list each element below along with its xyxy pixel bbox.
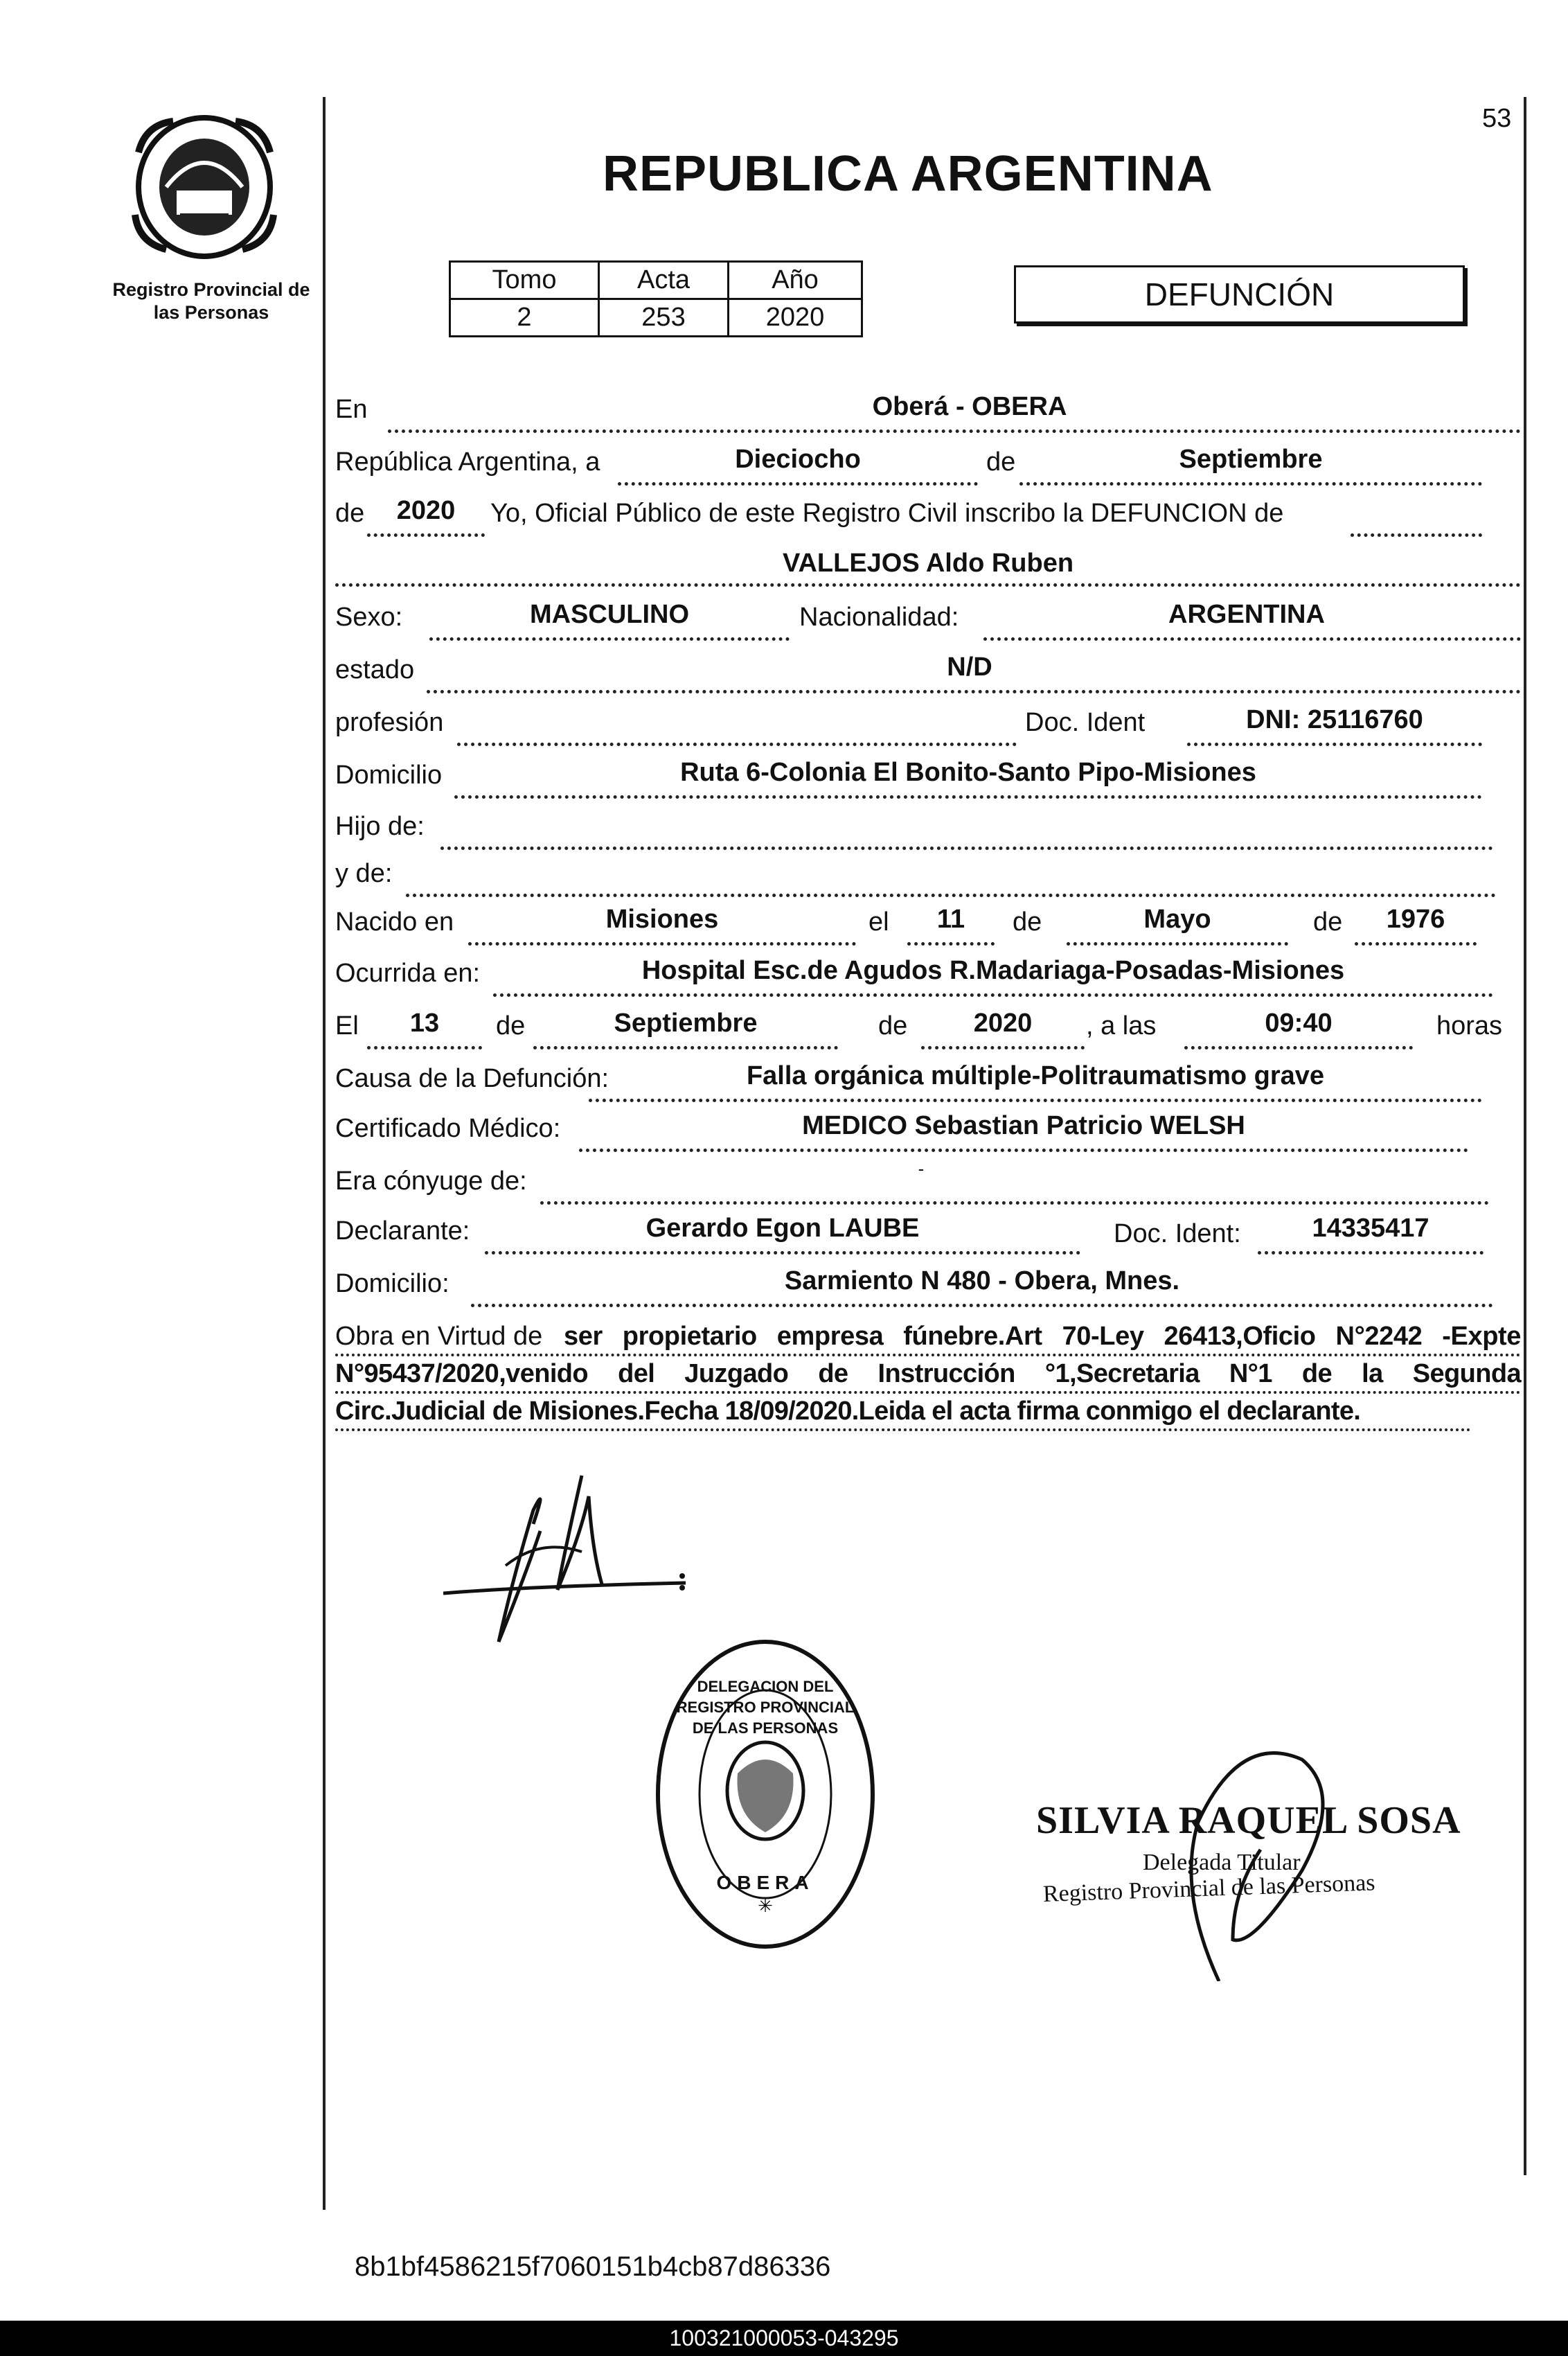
right-margin-rule [1524, 97, 1526, 2175]
sex-value: MASCULINO [529, 600, 690, 629]
label-estado: estado [335, 655, 415, 684]
label-horas: horas [1436, 1011, 1503, 1040]
page-number: 53 [1482, 104, 1512, 133]
dotted-line [468, 942, 856, 946]
seal-city: OBERA [716, 1872, 814, 1893]
reference-table [449, 260, 863, 337]
death-time-value: 09:40 [1265, 1009, 1333, 1038]
death-month-value: Septiembre [614, 1009, 758, 1038]
seal-ring-text: DELEGACION DEL REGISTRO PROVINCIAL DE LAS PERSONAS [676, 1678, 855, 1737]
deceased-name: VALLEJOS Aldo Ruben [782, 549, 1074, 578]
legal-basis-line-1: ser propietario empresa fúnebre.Art 70-Ley 26413,Oficio N°2242 -Expte [335, 1319, 1521, 1356]
label-conyuge: Era cónyuge de: [335, 1167, 527, 1196]
address-value: Ruta 6-Colonia El Bonito-Santo Pipo-Misiones [680, 758, 1256, 787]
label-de: de [986, 448, 1016, 477]
month-value: Septiembre [1179, 445, 1323, 474]
legal-basis-line-3: Circ.Judicial de Misiones.Fecha 18/09/2020.Leida el acta firma conmigo el declarante. [335, 1394, 1471, 1431]
svg-text:✳: ✳ [758, 1895, 773, 1916]
document-hash: 8b1bf4586215f7060151b4cb87d86336 [355, 2251, 831, 2282]
label-y-de: y de: [335, 859, 393, 888]
nationality-value: ARGENTINA [1168, 600, 1325, 629]
dotted-line [406, 894, 1496, 897]
dotted-line [440, 847, 1493, 850]
declarant-document-value: 14335417 [1312, 1214, 1429, 1243]
dotted-line [1351, 533, 1482, 537]
document-value: DNI: 25116760 [1246, 705, 1423, 734]
label-sexo: Sexo: [335, 603, 403, 632]
dotted-line [457, 743, 1017, 746]
dotted-line [618, 482, 978, 486]
label-yo: Yo, Oficial Público de este Registro Civil inscribo la DEFUNCION de [490, 499, 1284, 528]
label-republica: República Argentina, a [335, 448, 600, 477]
dotted-line [1187, 743, 1482, 746]
dotted-line [1355, 942, 1477, 946]
dotted-line [533, 1046, 838, 1049]
label-certificado: Certificado Médico: [335, 1114, 561, 1143]
birthplace-value: Misiones [605, 905, 719, 934]
label-nacido-en: Nacido en [335, 907, 454, 937]
day-words-value: Dieciocho [735, 445, 861, 474]
document-title: REPUBLICA ARGENTINA [603, 146, 1213, 202]
birth-year-value: 1976 [1386, 905, 1445, 934]
label-el-death: El [335, 1011, 359, 1040]
dotted-line [983, 637, 1521, 641]
place-value: Oberá - OBERA [872, 392, 1067, 421]
reference-value-tomo: 2 [450, 299, 599, 337]
dotted-line [367, 533, 485, 537]
province-coat-of-arms-icon [125, 111, 284, 263]
document-type-box [1014, 265, 1465, 324]
dotted-line [427, 690, 1521, 693]
medical-certificate-value: MEDICO Sebastian Patricio WELSH [802, 1111, 1245, 1140]
label-doc-ident-declarant: Doc. Ident: [1114, 1219, 1241, 1248]
dotted-line [367, 1046, 482, 1049]
dotted-line [471, 1304, 1493, 1307]
place-of-death-value: Hospital Esc.de Agudos R.Madariaga-Posadas-Misiones [641, 956, 1345, 985]
label-de-year: de [335, 499, 365, 528]
label-obra: Obra en Virtud de [335, 1322, 543, 1351]
dotted-line [540, 1201, 1489, 1205]
reference-header-tomo: Tomo [450, 262, 599, 299]
logo-caption-line-1: Registro Provincial de [112, 279, 310, 300]
label-en: En [335, 395, 368, 424]
footer-id: 100321000053-043295 [669, 2326, 899, 2350]
logo-caption-line-2: las Personas [153, 302, 269, 323]
reference-table-value-row [450, 299, 862, 337]
spouse-value: - [918, 1158, 925, 1179]
dotted-line [335, 583, 1521, 587]
label-declarante: Declarante: [335, 1216, 470, 1246]
legal-basis-line-2: N°95437/2020,venido del Juzgado de Instrucción °1,Secretaria N°1 de la Segunda [335, 1356, 1521, 1394]
label-nacionalidad: Nacionalidad: [799, 603, 959, 632]
cause-of-death-value: Falla orgánica múltiple-Politraumatismo grave [746, 1061, 1325, 1090]
dotted-line [921, 1046, 1085, 1049]
left-margin-rule [323, 97, 326, 2210]
label-domicilio-declarant: Domicilio: [335, 1269, 449, 1298]
declarant-value: Gerardo Egon LAUBE [645, 1214, 920, 1243]
dotted-line [388, 429, 1521, 433]
legal-basis-text [335, 1319, 1521, 1431]
dotted-line [485, 1251, 1080, 1255]
official-seal [651, 1635, 880, 1954]
dotted-line [1019, 482, 1482, 486]
birth-day-value: 11 [936, 905, 965, 934]
official-title: Delegada Titular [1143, 1850, 1301, 1875]
dotted-line [429, 637, 790, 641]
label-doc-ident: Doc. Ident [1025, 708, 1146, 737]
death-day-value: 13 [409, 1009, 440, 1038]
dotted-line [579, 1149, 1468, 1152]
label-profesion: profesión [335, 708, 444, 737]
dotted-line [1258, 1251, 1484, 1255]
label-de-birth-year: de [1313, 907, 1343, 937]
dotted-line [493, 993, 1493, 997]
reference-header-anio: Año [729, 262, 862, 299]
label-de-death-month: de [496, 1011, 526, 1040]
label-domicilio: Domicilio [335, 761, 443, 790]
declarant-address-value: Sarmiento N 480 - Obera, Mnes. [784, 1266, 1180, 1295]
official-office: Registro Provincial de las Personas [1042, 1870, 1376, 1907]
reference-value-anio: 2020 [729, 299, 862, 337]
label-de-birth-month: de [1013, 907, 1042, 937]
official-name: SILVIA RAQUEL SOSA [1036, 1799, 1461, 1842]
document-type: DEFUNCIÓN [1144, 276, 1335, 312]
dotted-line [1067, 942, 1288, 946]
civil-status-value: N/D [947, 653, 992, 682]
label-ocurrida: Ocurrida en: [335, 959, 481, 988]
birth-month-value: Mayo [1143, 905, 1211, 934]
death-year-value: 2020 [973, 1009, 1033, 1038]
label-de-death-year: de [878, 1011, 908, 1040]
label-causa: Causa de la Defunción: [335, 1064, 609, 1093]
dotted-line [589, 1099, 1482, 1102]
logo-caption [104, 278, 319, 324]
year-value: 2020 [396, 496, 456, 525]
label-a-las: , a las [1086, 1011, 1157, 1040]
label-hijo-de: Hijo de: [335, 812, 425, 841]
footer-bar [0, 2321, 1568, 2356]
dotted-line [454, 795, 1482, 799]
reference-value-acta: 253 [599, 299, 729, 337]
reference-header-acta: Acta [599, 262, 729, 299]
reference-table-header-row [450, 262, 862, 299]
dotted-line [907, 942, 995, 946]
label-el-birth: el [868, 907, 889, 937]
dotted-line [1184, 1046, 1413, 1049]
